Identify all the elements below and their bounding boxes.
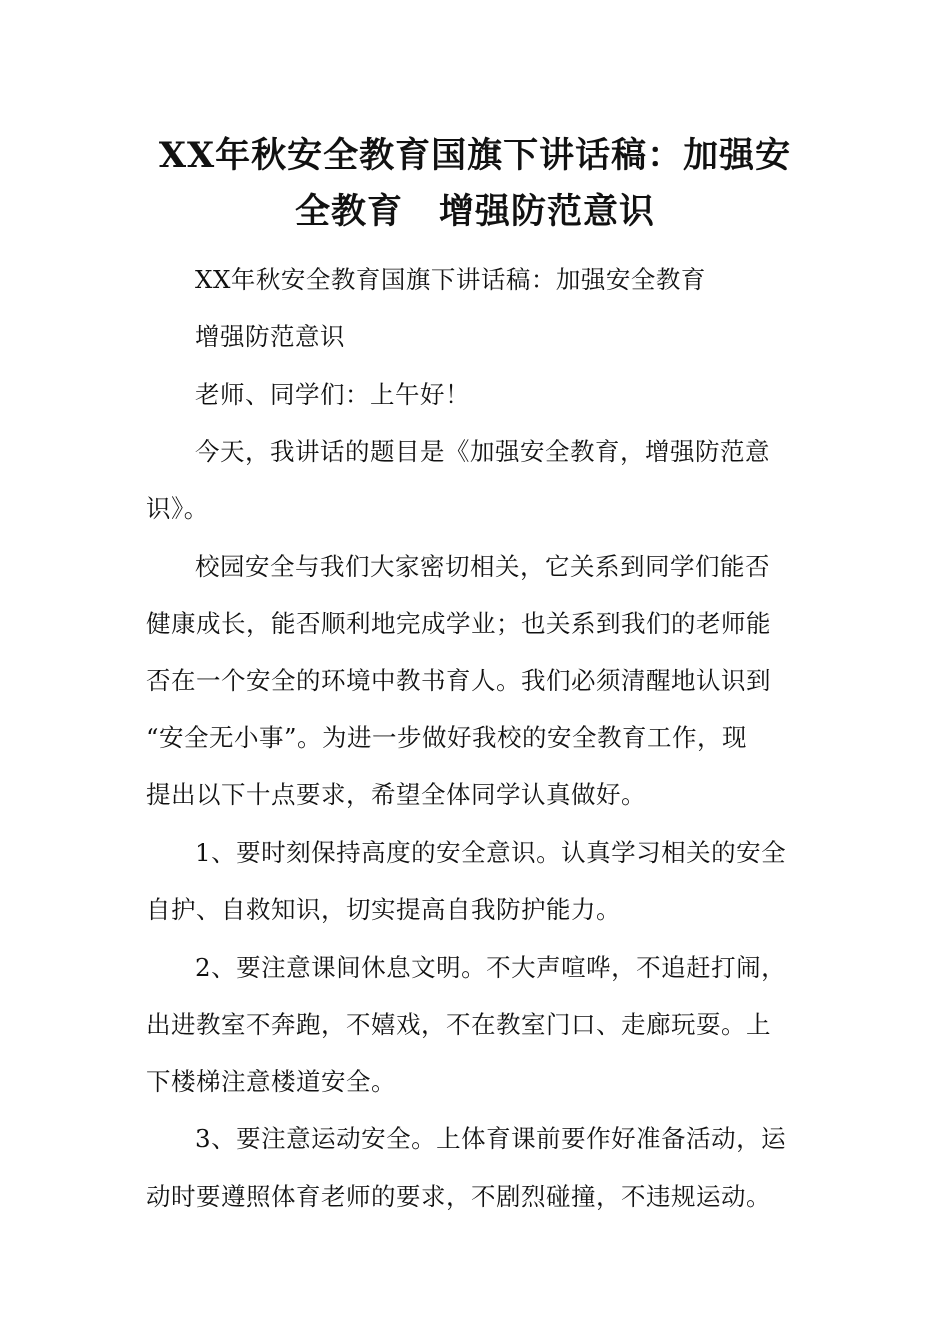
body-line: 下楼梯注意楼道安全。: [146, 1067, 396, 1096]
body-line: 今天，我讲话的题目是《加强安全教育，增强防范意: [195, 437, 770, 466]
body-line: 提出以下十点要求，希望全体同学认真做好。: [146, 780, 646, 809]
body-line: 1、要时刻保持高度的安全意识。认真学习相关的安全: [195, 838, 787, 867]
body-line: 动时要遵照体育老师的要求，不剧烈碰撞，不违规运动。: [146, 1182, 771, 1211]
body-line: 健康成长，能否顺利地完成学业；也关系到我们的老师能: [146, 609, 771, 638]
body-line: 2、要注意课间休息文明。不大声喧哗，不追赶打闹，: [195, 953, 787, 982]
body-line: 自护、自救知识，切实提高自我防护能力。: [146, 895, 621, 924]
body-line: 老师、同学们：上午好！: [195, 380, 470, 409]
document-title-line-1: XX年秋安全教育国旗下讲话稿：加强安: [158, 135, 792, 176]
body-line: 否在一个安全的环境中教书育人。我们必须清醒地认识到: [146, 666, 771, 695]
body-line: 校园安全与我们大家密切相关，它关系到同学们能否: [195, 552, 770, 581]
body-line: 3、要注意运动安全。上体育课前要作好准备活动，运: [195, 1124, 787, 1153]
document-title-line-2: 全教育 增强防范意识: [294, 191, 655, 232]
body-line: 增强防范意识: [195, 322, 345, 351]
body-line: XX年秋安全教育国旗下讲话稿：加强安全教育: [195, 265, 706, 294]
body-line: 出进教室不奔跑，不嬉戏，不在教室门口、走廊玩耍。上: [146, 1010, 771, 1039]
body-line: 识》。: [146, 494, 209, 523]
body-line: “安全无小事”。为进一步做好我校的安全教育工作，现: [146, 723, 748, 752]
